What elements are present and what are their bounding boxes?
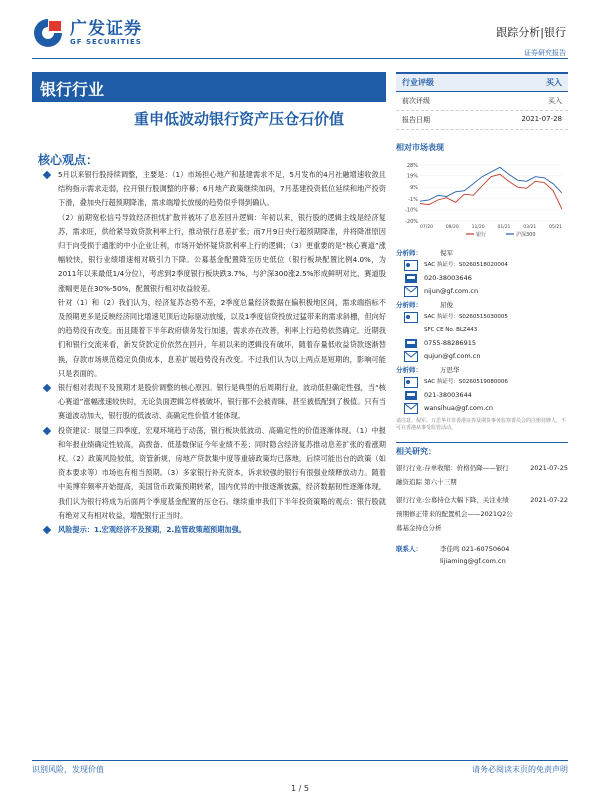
related-research-heading: 相关研究： bbox=[396, 442, 568, 457]
x-tick-label: 11/20 bbox=[471, 225, 485, 230]
contact-label: 联系人： bbox=[396, 545, 422, 553]
bottom-divider bbox=[32, 760, 568, 761]
bullet-icon bbox=[43, 526, 51, 534]
analyst-phone: 020-38003646 bbox=[424, 274, 472, 282]
para-text: 银行相对表现不及预期才是股价调整的核心原因。银行是典型的后周期行业，波动低但确定性强，当“核心赛道”涨幅涨速较快时，无论负面逻辑怎样被破坏，银行都不会被青睐，甚至被低配到了极值。只有当赛道波动加大，银行股的低波动、高确定性价值才能体现。 bbox=[58, 383, 386, 421]
sidebar bbox=[396, 72, 568, 567]
legend-label: 沪深300 bbox=[516, 232, 536, 238]
gf-logo-icon bbox=[32, 17, 64, 49]
analyst-cert: SAC 执证号：S0260518020004 bbox=[424, 262, 508, 268]
date-row bbox=[396, 111, 568, 130]
para-text: 针对（1）和（2）我们认为，经济复苏态势不差，2季度总量经济数据在偏积极地区间，需求端指标不及预期更多是反映经济同比增速见顶后边际驱动放缓，以及1季度信贷投放过猛带来的需求斜栅，但向好的趋势没有改变。而且随着下半年政府债务发行加速，需求亦在改善，利率上行趋势依然确定。近期我们和银行交流来看，新发贷款定价依然在回升，年初以来的逻辑没有破坏，随着存量低收益贷款逐渐替换，存款市场规范稳定负债成本，息差扩展趋势没有改变。不过我们认为以上两点是短期的，影响可能只是表面的。 bbox=[58, 297, 387, 378]
para-2 bbox=[32, 211, 386, 296]
rating-table bbox=[396, 72, 568, 130]
para-4 bbox=[32, 381, 386, 424]
industry-banner: 银行行业 bbox=[32, 72, 386, 102]
para-text: 投资建议：展望三四季度，宏观环境趋于动荡，银行板块低波动、高确定性的价值逐渐体现。（1）中报和年报业绩确定性较高，高拨备、低基数保证今年业绩不差；同时隐含经济复苏推动息差扩张的看涨期权。（2）政策风险较低，资管新规、房地产贷款集中度等重磅政策均已落地，后续可能出台的政策（如资本要求等）市场也有相当预期。（3）多家银行补充资本，诉求较强的银行有很强业绩释放动力。随着中美博弈频率开始提高，美国货币政策预期转紧，国内优异的中报逐渐披露，经济数据韧性逐渐体现，我们认为银行将成为后面两个季度基金配置的压仓石。继续重申我们下半年投资策略的观点：银行股就有绝对又有相对收益，增配银行正当时。 bbox=[58, 425, 386, 520]
phone-icon bbox=[404, 390, 418, 401]
related-item-date: 2021-07-22 bbox=[530, 496, 568, 504]
analyst-phone: 0755-88286915 bbox=[424, 339, 476, 347]
top-divider bbox=[32, 58, 568, 59]
rating-head bbox=[396, 74, 568, 92]
series-line bbox=[420, 174, 562, 209]
footer-disclaimer: 请务必阅读末页的免责声明 bbox=[472, 765, 568, 774]
id-card-icon bbox=[404, 260, 418, 271]
brand-name-cn: 广发证券 bbox=[70, 19, 142, 39]
analyst-name: 屈俊 bbox=[440, 301, 453, 309]
para-text: 风险提示：1.宏观经济不及预期，2.监管政策超预期加强。 bbox=[58, 525, 246, 535]
header-right bbox=[496, 24, 566, 58]
prev-rating-label: 前次评级 bbox=[402, 97, 430, 105]
phone-icon bbox=[404, 273, 418, 284]
x-tick-label: 09/20 bbox=[445, 225, 459, 230]
related-item-date: 2021-07-25 bbox=[530, 464, 568, 472]
email-icon bbox=[404, 286, 418, 297]
y-tick-label: 9% bbox=[410, 185, 418, 192]
analyst-note: 请注意，倪军、万思华并非香港证券及期货事务监察委员会的注册持牌人，不可在香港从事受监管活动。 bbox=[396, 418, 567, 431]
relative-performance-chart bbox=[396, 159, 568, 239]
rating-value: 买入 bbox=[546, 78, 562, 87]
analyst-name: 倪军 bbox=[440, 249, 453, 257]
y-tick-label: 28% bbox=[406, 163, 418, 169]
chart-svg bbox=[396, 159, 568, 239]
para-1 bbox=[32, 168, 386, 211]
bullet-icon bbox=[43, 426, 51, 434]
analyst-cert: SAC 执证号：S0260515030005 bbox=[424, 314, 508, 320]
analyst-cert-2: SFC CE No. BLZ443 bbox=[424, 327, 478, 333]
analyst-name: 万思华 bbox=[440, 366, 460, 374]
related-item-title: 银行行业:存单收缩：价格仍降——银行融资追踪 第六十三期 bbox=[396, 464, 509, 486]
brand-name-en: GF SECURITIES bbox=[70, 38, 142, 46]
y-tick-label: -20% bbox=[405, 219, 418, 225]
report-subtag: 证券研究报告 bbox=[524, 49, 566, 57]
related-item[interactable] bbox=[396, 461, 568, 489]
related-item[interactable] bbox=[396, 493, 568, 535]
analyst-email: qujun@gf.com.cn bbox=[424, 352, 481, 360]
y-tick-label: -10% bbox=[405, 207, 418, 214]
y-tick-label: 19% bbox=[406, 173, 418, 180]
id-card-icon bbox=[404, 312, 418, 323]
report-type-tag: 跟踪分析|银行 bbox=[496, 26, 566, 39]
x-tick-label: 01/21 bbox=[497, 225, 511, 230]
email-icon bbox=[404, 403, 418, 414]
date-value: 2021-07-28 bbox=[521, 115, 562, 123]
para-text: （2）前期宽松信号导致经济担忧扩散并被坏了息差回升逻辑：年初以来，银行股的逻辑主线是经济复苏，需求旺，供给紧导致贷款利率上行，推动银行息差扩张；而7月9日央行超预期降准，并将降准原因归于向受损于通胀的中小企业让利，市场开始怀疑贷款利率上行的逻辑；（3）更重要的是“核心赛道”涨幅较快，银行业绩增速相对吸引力下降。公募基金配置降至历史低位（银行板块配置比例4.0%，为2011年以来最低1/4分位），考虑到2季度银行板块跌3.7%，与沪深300涨2.5%形成鲜明对比，赛道股涨幅更是在30%-50%，配置银行相对收益较差。 bbox=[58, 212, 386, 293]
para-5 bbox=[32, 424, 386, 523]
analyst-label: 分析师： bbox=[396, 301, 422, 309]
chart-title: 相对市场表现 bbox=[396, 143, 444, 152]
core-views-body bbox=[32, 168, 386, 537]
para-risk bbox=[32, 523, 386, 537]
para-3 bbox=[32, 296, 386, 381]
analyst-phone: 021-38003644 bbox=[424, 391, 472, 399]
analysts-block bbox=[396, 249, 568, 432]
page-number: 1 / 5 bbox=[291, 784, 309, 793]
brand-logo bbox=[32, 16, 142, 50]
related-item-title: 银行行业:公募持仓大幅下降，关注业绩预期修正带来的配置机会——2021Q2公募基金持仓分析 bbox=[396, 496, 513, 532]
analyst-label: 分析师： bbox=[396, 366, 422, 374]
x-tick-label: 07/20 bbox=[420, 225, 433, 230]
x-tick-label: 03/21 bbox=[523, 225, 537, 230]
core-views-heading: 核心观点： bbox=[38, 153, 99, 167]
date-label: 报告日期 bbox=[402, 116, 430, 124]
series-line bbox=[420, 167, 562, 201]
rating-label: 行业评级 bbox=[402, 78, 434, 87]
prev-rating-value: 买入 bbox=[548, 97, 562, 105]
bullet-icon bbox=[43, 384, 51, 392]
analyst-email: wansihua@gf.com.cn bbox=[424, 404, 493, 412]
analyst-email: nijun@gf.com.cn bbox=[424, 287, 479, 295]
phone-icon bbox=[404, 338, 418, 349]
contact-block bbox=[396, 543, 568, 567]
legend-label: 银行 bbox=[476, 232, 487, 238]
y-tick-label: -1% bbox=[408, 196, 418, 203]
prev-rating-row bbox=[396, 92, 568, 111]
footer-slogan: 识别风险，发现价值 bbox=[32, 765, 104, 774]
contact-email: lijiaming@gf.com.cn bbox=[440, 557, 506, 565]
analyst-cert: SAC 执证号：S0260519080006 bbox=[424, 379, 508, 385]
contact-name-phone: 李佳鸣 021-60750604 bbox=[440, 545, 510, 553]
id-card-icon bbox=[404, 377, 418, 388]
spacer bbox=[404, 325, 418, 336]
bullet-icon bbox=[43, 171, 51, 179]
analyst-label: 分析师： bbox=[396, 249, 422, 257]
para-text: 5月以来银行股持续调整，主要是：（1）市场担心地产和基建需求不足，5月发布的4月社融增速收敛且结构指示需求走弱，拉开银行股调整的序幕；6月地产政策继续加码，7月基建投资低位延续和地产投资下滑，叠加央行超预期降准，需求端增长放缓的趋势似乎得到确认。 bbox=[58, 170, 386, 208]
report-title: 重申低波动银行资产压仓石价值 bbox=[134, 110, 345, 128]
email-icon bbox=[404, 351, 418, 362]
x-tick-label: 05/21 bbox=[549, 225, 563, 230]
